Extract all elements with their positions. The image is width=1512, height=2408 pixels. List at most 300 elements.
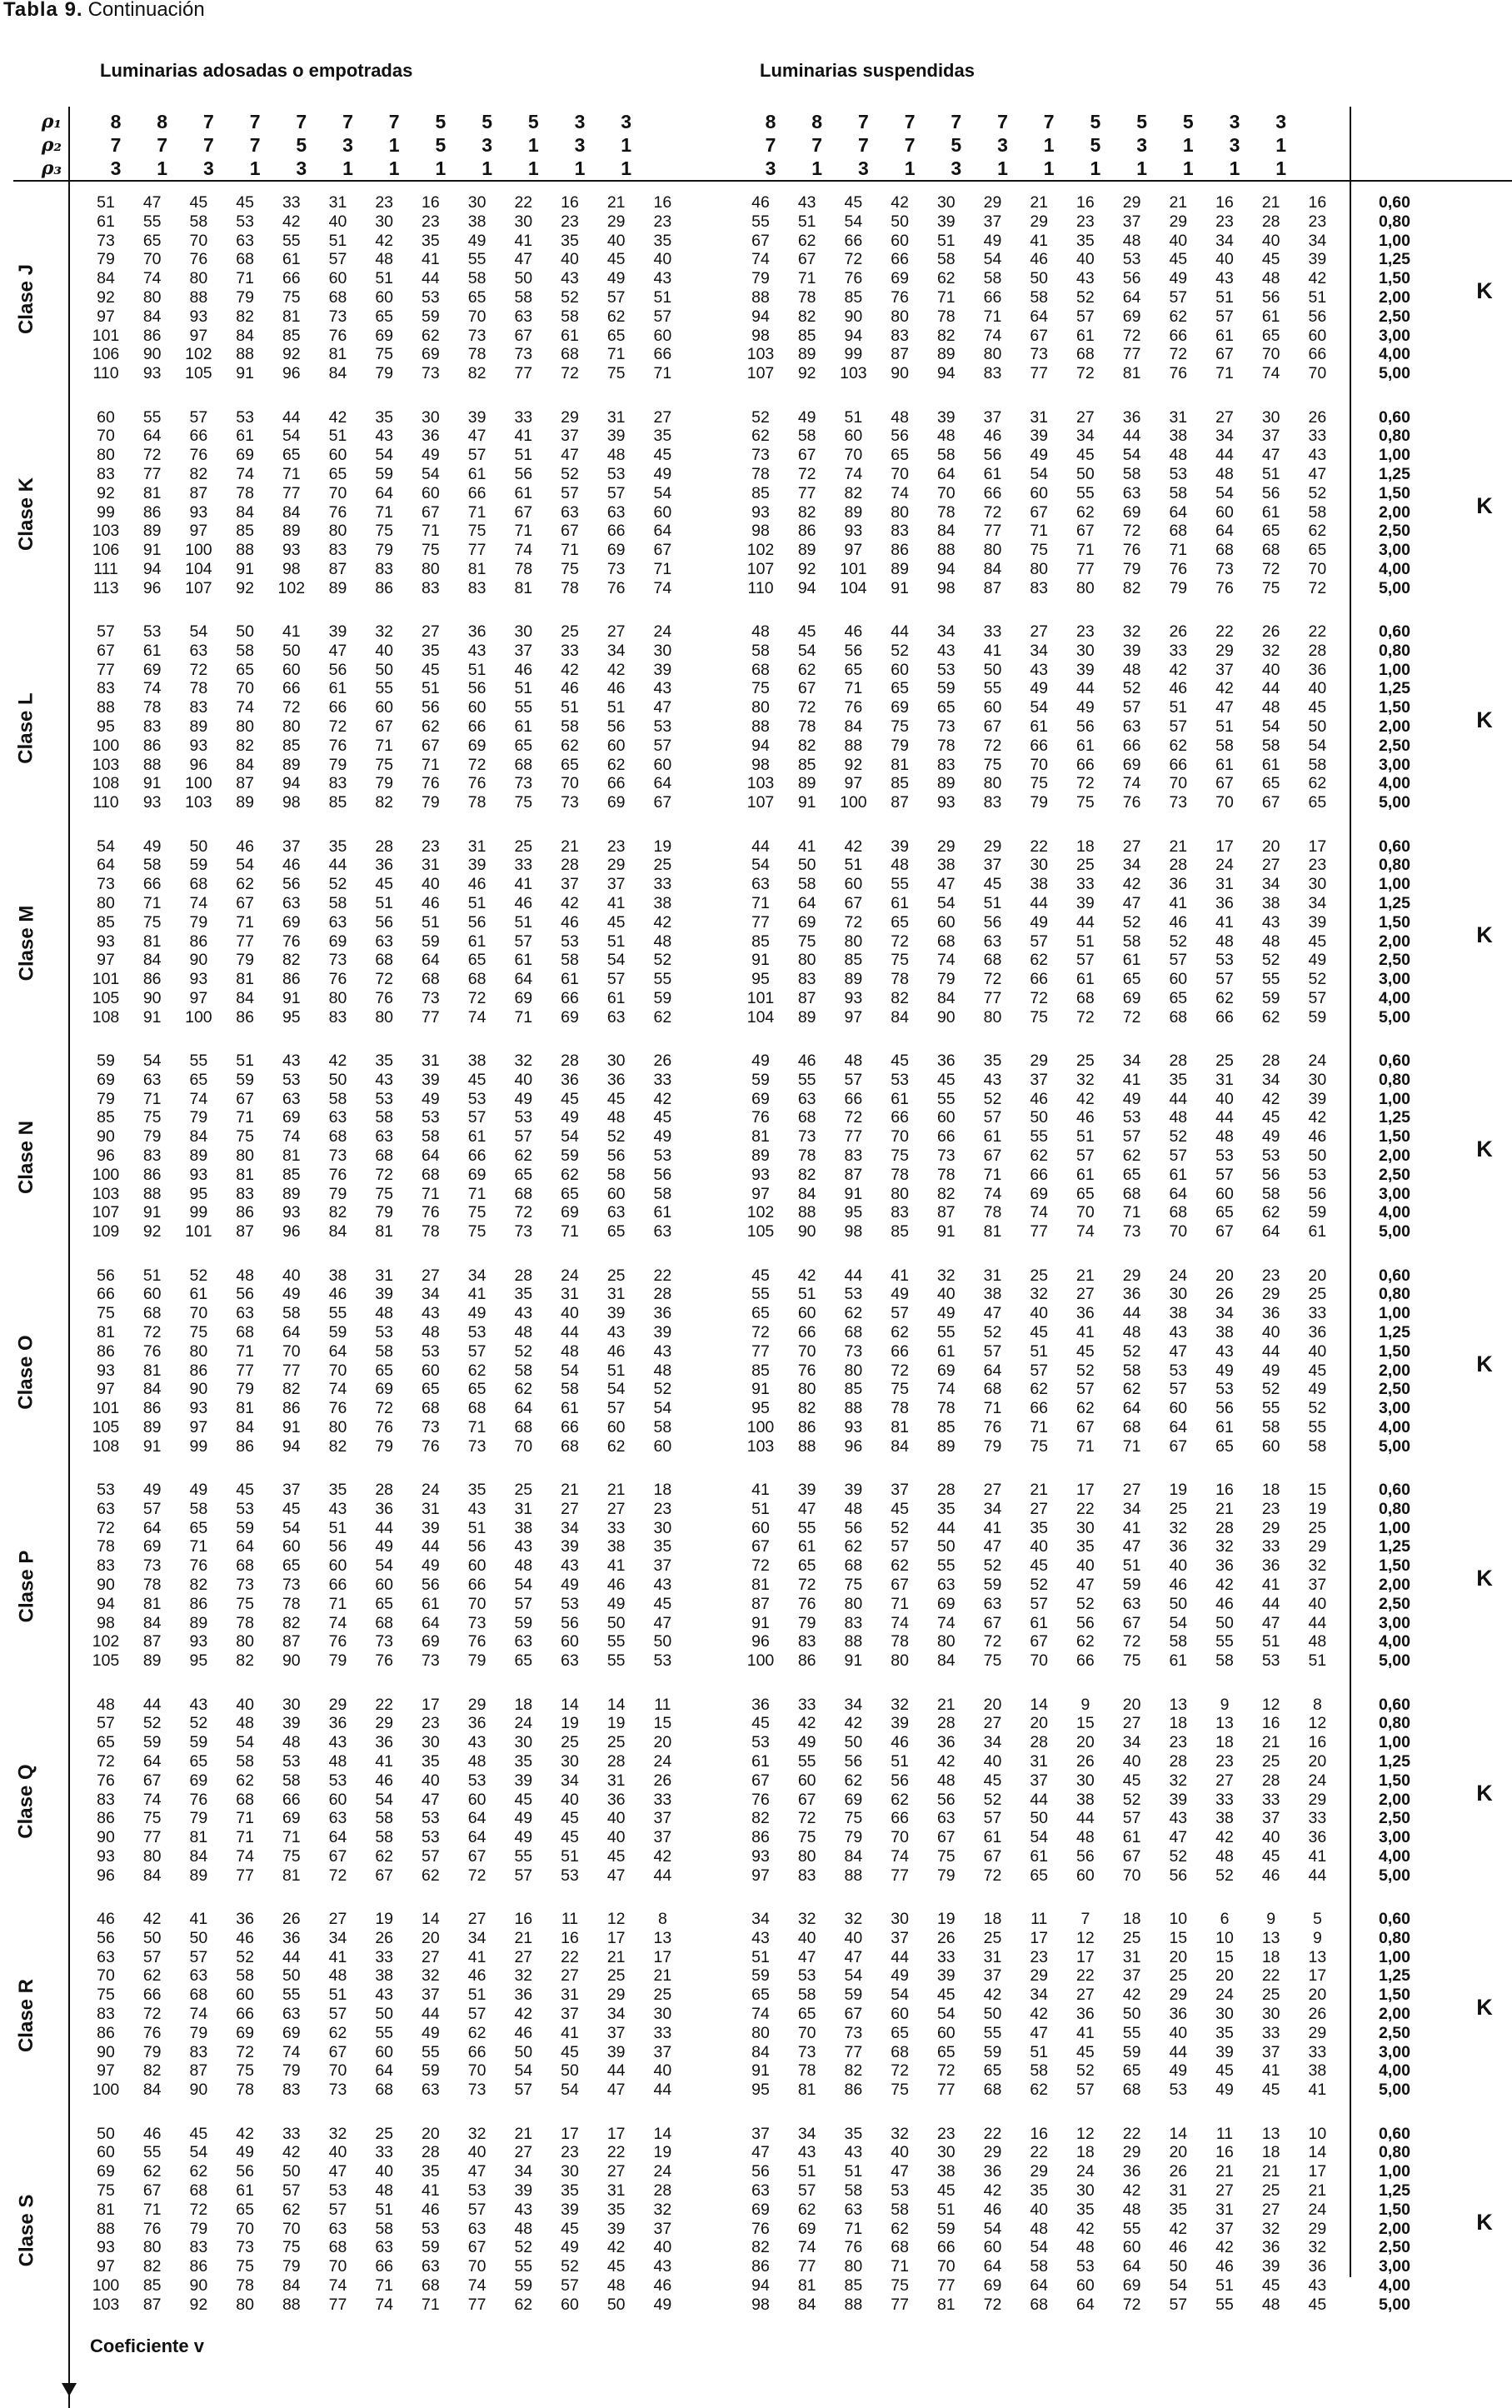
table-cell-right: 101 bbox=[840, 559, 867, 578]
table-cell-left: 56 bbox=[422, 698, 440, 717]
table-cell-right: 41 bbox=[1169, 893, 1188, 912]
reflectance-value-right: 1 bbox=[1229, 157, 1240, 179]
table-cell-left: 24 bbox=[422, 1481, 440, 1499]
table-cell-left: 76 bbox=[282, 932, 301, 951]
table-cell-left: 41 bbox=[328, 1947, 347, 1966]
table-cell-right: 10 bbox=[1215, 1928, 1234, 1947]
table-cell-left: 68 bbox=[189, 1986, 208, 2005]
table-cell-left: 19 bbox=[653, 837, 672, 856]
table-cell-left: 85 bbox=[282, 326, 301, 345]
table-cell-left: 79 bbox=[375, 541, 394, 560]
table-cell-left: 75 bbox=[97, 1986, 115, 2005]
table-cell-left: 39 bbox=[514, 1771, 533, 1790]
table-cell-right: 32 bbox=[1169, 1518, 1188, 1537]
table-cell-left: 19 bbox=[653, 2143, 672, 2162]
table-cell-left: 48 bbox=[375, 1304, 394, 1323]
table-cell-right: 51 bbox=[936, 231, 956, 250]
coefficient-value: 0,60 bbox=[1379, 622, 1410, 641]
table-cell-right: 58 bbox=[1308, 502, 1327, 522]
table-cell-left: 70 bbox=[236, 679, 254, 698]
table-cell-left: 59 bbox=[422, 2061, 440, 2081]
table-cell-right: 67 bbox=[983, 1613, 1002, 1632]
table-cell-right: 85 bbox=[844, 1380, 863, 1399]
table-cell-left: 97 bbox=[97, 951, 115, 970]
reflectance-value-left: 3 bbox=[621, 111, 632, 132]
table-cell-left: 76 bbox=[189, 1790, 208, 1809]
table-cell-left: 58 bbox=[422, 1127, 440, 1147]
table-cell-left: 84 bbox=[328, 1222, 347, 1241]
reflectance-value-right: 5 bbox=[1090, 134, 1101, 156]
table-cell-right: 75 bbox=[891, 951, 909, 970]
table-row bbox=[0, 1342, 1512, 1361]
table-cell-right: 91 bbox=[751, 951, 770, 970]
table-cell-left: 77 bbox=[236, 932, 254, 951]
table-cell-left: 57 bbox=[142, 1499, 162, 1518]
table-cell-left: 14 bbox=[653, 2124, 672, 2143]
table-cell-right: 90 bbox=[797, 1222, 816, 1241]
table-row bbox=[0, 503, 1512, 522]
table-cell-left: 63 bbox=[189, 1966, 208, 1986]
table-cell-right: 53 bbox=[1169, 1361, 1188, 1380]
table-cell-left: 55 bbox=[375, 2023, 394, 2042]
table-cell-left: 27 bbox=[328, 1910, 347, 1928]
table-cell-right: 37 bbox=[1261, 1809, 1280, 1828]
table-row bbox=[0, 932, 1512, 951]
table-cell-left: 53 bbox=[282, 1751, 301, 1771]
table-cell-right: 43 bbox=[1215, 269, 1234, 288]
table-cell-left: 35 bbox=[606, 2200, 626, 2219]
table-cell-left: 64 bbox=[422, 951, 440, 970]
table-cell-left: 53 bbox=[142, 622, 162, 641]
table-cell-right: 45 bbox=[1261, 2276, 1280, 2295]
table-cell-right: 47 bbox=[1169, 1828, 1188, 1847]
table-cell-right: 34 bbox=[1215, 427, 1234, 446]
coefficient-value: 2,00 bbox=[1379, 1147, 1410, 1165]
table-cell-right: 64 bbox=[1122, 2257, 1141, 2276]
table-cell-right: 25 bbox=[1076, 856, 1095, 875]
table-cell-left: 33 bbox=[606, 1518, 626, 1537]
coefficient-value: 3,00 bbox=[1379, 755, 1410, 774]
table-cell-left: 51 bbox=[375, 893, 394, 912]
reflectance-value-right: 1 bbox=[1090, 157, 1101, 179]
table-cell-left: 51 bbox=[467, 660, 487, 679]
table-cell-left: 77 bbox=[467, 541, 487, 560]
table-cell-right: 83 bbox=[1030, 578, 1049, 597]
table-cell-left: 55 bbox=[142, 212, 162, 231]
table-cell-right: 51 bbox=[1215, 2276, 1234, 2295]
table-cell-right: 52 bbox=[1169, 932, 1188, 951]
table-cell-right: 67 bbox=[1215, 774, 1234, 793]
coefficient-value: 1,25 bbox=[1379, 1108, 1410, 1127]
table-cell-right: 29 bbox=[1122, 1266, 1141, 1285]
table-cell-left: 22 bbox=[514, 193, 533, 212]
table-cell-left: 84 bbox=[142, 307, 162, 326]
table-cell-right: 39 bbox=[1076, 893, 1095, 912]
table-cell-right: 37 bbox=[1215, 660, 1234, 679]
table-cell-left: 66 bbox=[189, 427, 208, 446]
table-cell-left: 78 bbox=[514, 559, 533, 578]
table-cell-right: 93 bbox=[844, 1417, 863, 1436]
table-cell-left: 42 bbox=[561, 893, 579, 912]
table-cell-left: 72 bbox=[467, 988, 487, 1007]
table-cell-right: 50 bbox=[983, 660, 1002, 679]
table-cell-left: 45 bbox=[375, 875, 394, 894]
table-cell-left: 31 bbox=[375, 1266, 394, 1285]
table-cell-right: 48 bbox=[891, 856, 909, 875]
table-cell-left: 34 bbox=[422, 1285, 440, 1304]
table-cell-right: 73 bbox=[844, 1341, 863, 1361]
coefficient-value: 0,80 bbox=[1379, 427, 1410, 446]
reflectance-value-right: 3 bbox=[1229, 111, 1240, 132]
table-cell-right: 47 bbox=[751, 2143, 770, 2162]
table-cell-right: 75 bbox=[1261, 578, 1280, 597]
table-cell-right: 26 bbox=[936, 1928, 956, 1947]
table-cell-left: 83 bbox=[328, 774, 347, 793]
table-cell-right: 102 bbox=[746, 541, 775, 560]
table-cell-left: 55 bbox=[514, 698, 533, 717]
table-cell-right: 49 bbox=[891, 1285, 909, 1304]
table-cell-right: 60 bbox=[1261, 1436, 1280, 1456]
table-cell-right: 51 bbox=[1261, 464, 1280, 483]
table-cell-left: 96 bbox=[282, 1222, 301, 1241]
table-cell-right: 72 bbox=[1169, 345, 1188, 364]
table-cell-right: 64 bbox=[1030, 307, 1049, 326]
table-cell-right: 32 bbox=[844, 1910, 863, 1928]
table-cell-left: 40 bbox=[606, 1828, 626, 1847]
table-cell-left: 75 bbox=[282, 2238, 301, 2257]
table-cell-left: 94 bbox=[282, 774, 301, 793]
table-cell-left: 52 bbox=[606, 1127, 626, 1147]
table-cell-right: 52 bbox=[983, 1790, 1002, 1809]
table-cell-right: 31 bbox=[1215, 1070, 1234, 1089]
table-cell-right: 38 bbox=[1261, 893, 1280, 912]
table-cell-right: 62 bbox=[1169, 307, 1188, 326]
table-cell-left: 22 bbox=[375, 1695, 394, 1714]
table-cell-left: 50 bbox=[653, 1632, 672, 1651]
table-cell-left: 97 bbox=[97, 1380, 115, 1399]
table-cell-right: 60 bbox=[844, 427, 863, 446]
table-cell-left: 54 bbox=[189, 622, 208, 641]
table-cell-left: 82 bbox=[189, 464, 208, 483]
table-cell-left: 43 bbox=[514, 1304, 533, 1323]
table-cell-right: 74 bbox=[797, 2238, 816, 2257]
table-cell-left: 82 bbox=[375, 793, 394, 812]
table-cell-right: 82 bbox=[936, 1184, 956, 1203]
table-cell-left: 33 bbox=[375, 1947, 394, 1966]
table-row bbox=[0, 1519, 1512, 1537]
table-cell-right: 40 bbox=[1030, 1537, 1049, 1556]
table-cell-right: 67 bbox=[797, 250, 816, 269]
table-cell-right: 57 bbox=[1122, 1127, 1141, 1147]
table-cell-left: 68 bbox=[189, 875, 208, 894]
table-cell-left: 61 bbox=[561, 970, 579, 989]
table-cell-left: 23 bbox=[606, 837, 626, 856]
table-cell-right: 64 bbox=[1169, 1184, 1188, 1203]
table-cell-right: 61 bbox=[983, 1828, 1002, 1847]
table-cell-right: 60 bbox=[983, 698, 1002, 717]
table-cell-right: 41 bbox=[797, 837, 816, 856]
coefficient-value: 2,50 bbox=[1379, 951, 1410, 970]
table-cell-left: 52 bbox=[328, 875, 347, 894]
class-label-text: Clase P bbox=[15, 1550, 37, 1623]
table-cell-left: 73 bbox=[467, 1613, 487, 1632]
table-cell-right: 56 bbox=[844, 1751, 863, 1771]
table-cell-left: 72 bbox=[236, 2042, 254, 2061]
table-cell-right: 56 bbox=[983, 912, 1002, 932]
table-cell-right: 12 bbox=[1261, 1695, 1280, 1714]
table-cell-left: 64 bbox=[514, 1399, 533, 1418]
table-cell-right: 51 bbox=[1215, 288, 1234, 307]
table-cell-right: 49 bbox=[1215, 2081, 1234, 2100]
coefficient-value: 0,80 bbox=[1379, 1714, 1410, 1733]
table-cell-left: 57 bbox=[653, 736, 672, 755]
table-cell-right: 64 bbox=[797, 893, 816, 912]
table-cell-left: 73 bbox=[236, 2238, 254, 2257]
table-cell-right: 66 bbox=[1122, 736, 1141, 755]
table-cell-left: 44 bbox=[561, 1322, 579, 1341]
table-cell-left: 93 bbox=[189, 1632, 208, 1651]
table-cell-right: 66 bbox=[1308, 345, 1327, 364]
table-cell-right: 24 bbox=[1076, 2162, 1095, 2181]
table-cell-right: 57 bbox=[1215, 307, 1234, 326]
table-cell-left: 55 bbox=[328, 1304, 347, 1323]
table-cell-left: 30 bbox=[653, 641, 672, 660]
table-cell-left: 75 bbox=[97, 2181, 115, 2200]
coefficient-value: 2,00 bbox=[1379, 2005, 1410, 2023]
table-cell-right: 30 bbox=[1261, 2005, 1280, 2023]
table-cell-right: 82 bbox=[844, 2061, 863, 2081]
table-row bbox=[0, 1108, 1512, 1127]
table-cell-left: 51 bbox=[328, 231, 347, 250]
table-cell-right: 33 bbox=[1308, 2042, 1327, 2061]
table-cell-right: 45 bbox=[751, 1714, 770, 1733]
table-cell-right: 62 bbox=[1308, 774, 1327, 793]
table-cell-right: 17 bbox=[1308, 2162, 1327, 2181]
table-cell-left: 52 bbox=[561, 464, 579, 483]
table-cell-right: 45 bbox=[1308, 698, 1327, 717]
table-cell-right: 58 bbox=[1122, 1361, 1141, 1380]
table-cell-left: 49 bbox=[514, 1828, 533, 1847]
table-cell-right: 45 bbox=[1308, 1361, 1327, 1380]
table-cell-right: 51 bbox=[844, 2162, 863, 2181]
table-cell-right: 45 bbox=[936, 2181, 956, 2200]
table-cell-left: 90 bbox=[189, 951, 208, 970]
rho-label-1: ρ₁ bbox=[41, 111, 62, 132]
table-cell-left: 80 bbox=[142, 2238, 162, 2257]
table-cell-left: 70 bbox=[189, 1304, 208, 1323]
table-row bbox=[0, 1437, 1512, 1456]
table-cell-right: 51 bbox=[936, 2200, 956, 2219]
table-cell-right: 31 bbox=[1030, 407, 1049, 427]
table-cell-right: 66 bbox=[936, 2238, 956, 2257]
table-cell-right: 27 bbox=[1076, 1986, 1095, 2005]
table-cell-right: 28 bbox=[1308, 641, 1327, 660]
table-cell-right: 58 bbox=[1215, 1651, 1234, 1671]
table-cell-right: 18 bbox=[1122, 1910, 1141, 1928]
table-cell-right: 50 bbox=[1030, 269, 1049, 288]
table-cell-left: 70 bbox=[467, 1594, 487, 1613]
table-cell-right: 48 bbox=[1122, 1322, 1141, 1341]
table-cell-right: 53 bbox=[1215, 951, 1234, 970]
table-cell-right: 24 bbox=[1308, 1052, 1327, 1070]
table-cell-left: 31 bbox=[422, 856, 440, 875]
table-cell-left: 40 bbox=[328, 212, 347, 231]
table-cell-right: 38 bbox=[936, 856, 956, 875]
table-cell-left: 66 bbox=[328, 698, 347, 717]
table-cell-left: 102 bbox=[92, 1632, 120, 1651]
table-cell-right: 83 bbox=[797, 1632, 816, 1651]
table-cell-left: 52 bbox=[561, 2257, 579, 2276]
table-cell-left: 64 bbox=[236, 1537, 254, 1556]
table-cell-left: 78 bbox=[142, 698, 162, 717]
table-cell-left: 65 bbox=[282, 446, 301, 465]
table-cell-right: 80 bbox=[844, 1594, 863, 1613]
table-cell-right: 61 bbox=[1122, 951, 1141, 970]
table-cell-left: 87 bbox=[282, 1632, 301, 1651]
table-cell-left: 86 bbox=[189, 1594, 208, 1613]
table-cell-right: 84 bbox=[844, 717, 863, 736]
table-cell-left: 70 bbox=[97, 427, 115, 446]
reflectance-value-left: 7 bbox=[249, 111, 261, 132]
table-cell-right: 43 bbox=[936, 641, 956, 660]
table-cell-left: 94 bbox=[97, 1594, 115, 1613]
table-cell-left: 89 bbox=[282, 1184, 301, 1203]
table-cell-left: 58 bbox=[375, 1108, 394, 1127]
table-cell-left: 49 bbox=[422, 2023, 440, 2042]
table-cell-right: 61 bbox=[1076, 970, 1095, 989]
table-cell-left: 35 bbox=[422, 231, 440, 250]
table-cell-right: 45 bbox=[1308, 932, 1327, 951]
table-cell-right: 32 bbox=[891, 1695, 909, 1714]
table-cell-left: 68 bbox=[467, 970, 487, 989]
table-cell-left: 44 bbox=[606, 2061, 626, 2081]
table-cell-right: 30 bbox=[936, 193, 956, 212]
table-cell-left: 43 bbox=[514, 1537, 533, 1556]
table-cell-right: 60 bbox=[1215, 1184, 1234, 1203]
table-cell-right: 46 bbox=[1215, 1594, 1234, 1613]
table-cell-right: 103 bbox=[746, 345, 775, 364]
table-cell-right: 21 bbox=[1076, 1266, 1095, 1285]
table-cell-left: 101 bbox=[92, 1399, 120, 1418]
table-cell-left: 43 bbox=[653, 2257, 672, 2276]
coefficient-value: 2,00 bbox=[1379, 288, 1410, 307]
table-cell-right: 46 bbox=[983, 2200, 1002, 2219]
table-cell-left: 60 bbox=[328, 1790, 347, 1809]
table-cell-right: 52 bbox=[891, 641, 909, 660]
table-cell-right: 76 bbox=[983, 1417, 1002, 1436]
table-cell-right: 61 bbox=[983, 1127, 1002, 1147]
table-cell-left: 77 bbox=[142, 464, 162, 483]
table-cell-right: 39 bbox=[1169, 1790, 1188, 1809]
table-cell-left: 44 bbox=[653, 2081, 672, 2100]
coefficient-value: 1,50 bbox=[1379, 698, 1410, 717]
table-cell-right: 21 bbox=[1261, 1733, 1280, 1752]
coefficient-value: 5,00 bbox=[1379, 2081, 1410, 2100]
table-cell-right: 73 bbox=[936, 717, 956, 736]
table-cell-right: 21 bbox=[1030, 193, 1049, 212]
table-cell-left: 60 bbox=[142, 1285, 162, 1304]
table-cell-left: 86 bbox=[236, 1007, 254, 1027]
table-cell-right: 74 bbox=[891, 1613, 909, 1632]
table-cell-right: 94 bbox=[844, 326, 863, 345]
table-cell-right: 56 bbox=[844, 1518, 863, 1537]
table-cell-left: 74 bbox=[142, 269, 162, 288]
table-cell-right: 32 bbox=[797, 1910, 816, 1928]
coefficient-value: 0,80 bbox=[1379, 1070, 1410, 1089]
table-cell-right: 29 bbox=[1030, 212, 1049, 231]
table-cell-right: 42 bbox=[936, 1751, 956, 1771]
table-cell-right: 27 bbox=[1030, 1499, 1049, 1518]
table-cell-left: 54 bbox=[375, 1556, 394, 1576]
table-cell-right: 81 bbox=[1122, 364, 1141, 383]
table-cell-left: 86 bbox=[142, 736, 162, 755]
table-cell-left: 38 bbox=[514, 1518, 533, 1537]
table-cell-right: 58 bbox=[1169, 1632, 1188, 1651]
table-cell-left: 76 bbox=[142, 1341, 162, 1361]
table-cell-right: 65 bbox=[1122, 1165, 1141, 1184]
table-cell-left: 53 bbox=[467, 2181, 487, 2200]
table-cell-right: 60 bbox=[1076, 1866, 1095, 1885]
table-cell-right: 42 bbox=[1215, 2238, 1234, 2257]
table-cell-right: 65 bbox=[1169, 988, 1188, 1007]
table-cell-right: 28 bbox=[1169, 1751, 1188, 1771]
table-cell-left: 47 bbox=[422, 1790, 440, 1809]
table-cell-right: 41 bbox=[751, 1481, 770, 1499]
table-cell-left: 66 bbox=[236, 2005, 254, 2023]
table-cell-left: 59 bbox=[514, 1613, 533, 1632]
table-cell-left: 73 bbox=[606, 559, 626, 578]
reflectance-value-left: 8 bbox=[157, 111, 168, 132]
table-cell-right: 65 bbox=[751, 1304, 770, 1323]
table-cell-right: 57 bbox=[1030, 1594, 1049, 1613]
table-cell-right: 44 bbox=[1261, 1341, 1280, 1361]
table-cell-right: 52 bbox=[983, 1322, 1002, 1341]
reflectance-value-left: 5 bbox=[435, 134, 447, 156]
table-cell-right: 94 bbox=[751, 307, 770, 326]
table-cell-left: 55 bbox=[653, 970, 672, 989]
table-cell-left: 86 bbox=[375, 578, 394, 597]
table-cell-right: 58 bbox=[1030, 2257, 1049, 2276]
table-cell-right: 39 bbox=[1308, 250, 1327, 269]
table-cell-left: 107 bbox=[92, 1203, 120, 1222]
table-cell-left: 80 bbox=[236, 1632, 254, 1651]
table-cell-left: 80 bbox=[236, 2295, 254, 2314]
table-cell-left: 75 bbox=[375, 1184, 394, 1203]
table-cell-right: 72 bbox=[1261, 559, 1280, 578]
table-cell-right: 68 bbox=[936, 932, 956, 951]
table-cell-left: 43 bbox=[653, 269, 672, 288]
table-cell-right: 58 bbox=[1261, 1184, 1280, 1203]
table-cell-right: 77 bbox=[797, 483, 816, 502]
table-cell-right: 65 bbox=[891, 679, 909, 698]
table-cell-right: 74 bbox=[936, 1613, 956, 1632]
table-cell-right: 15 bbox=[1076, 1714, 1095, 1733]
table-cell-left: 30 bbox=[514, 622, 533, 641]
table-cell-left: 25 bbox=[514, 837, 533, 856]
table-cell-right: 88 bbox=[844, 1866, 863, 1885]
table-cell-right: 52 bbox=[751, 407, 770, 427]
table-cell-left: 37 bbox=[561, 875, 579, 894]
table-cell-left: 16 bbox=[561, 1928, 579, 1947]
table-cell-left: 40 bbox=[606, 231, 626, 250]
table-cell-left: 29 bbox=[375, 1714, 394, 1733]
table-cell-right: 80 bbox=[891, 1651, 909, 1671]
table-cell-left: 37 bbox=[606, 2023, 626, 2042]
table-cell-right: 64 bbox=[1169, 1417, 1188, 1436]
table-cell-left: 42 bbox=[514, 2005, 533, 2023]
table-cell-left: 51 bbox=[236, 1052, 254, 1070]
table-cell-right: 55 bbox=[936, 1089, 956, 1108]
